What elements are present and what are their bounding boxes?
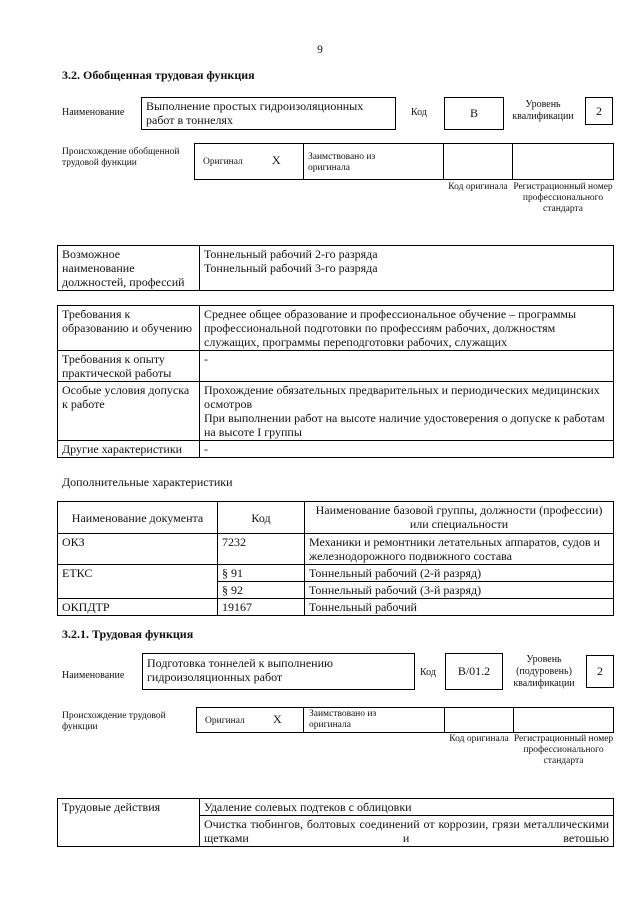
requirement-label: Другие характеристики	[58, 441, 200, 458]
requirement-value	[200, 382, 614, 441]
header-doc: Наименование документа	[58, 502, 218, 534]
code-label: Код	[411, 107, 427, 118]
requirements-table	[57, 305, 614, 458]
row-name: Тоннельный рабочий	[305, 599, 614, 616]
row-name: Тоннельный рабочий (2-й разряд)	[305, 565, 614, 582]
positions-value	[200, 246, 614, 291]
row-doc: ОКЗ	[58, 534, 218, 565]
position-item: Тоннельный рабочий 3-го разряда	[204, 261, 378, 275]
level-field	[586, 655, 614, 688]
original-mark: X	[272, 153, 281, 167]
additional-table	[57, 501, 614, 616]
row-code: § 91	[218, 565, 305, 582]
requirement-value: Среднее общее образование и профессиональное обучение – программы профессиональной подготовки по профессиям рабочих, должностям служащих, программы переподготовки рабочих, служащих	[200, 306, 614, 351]
row-code: 19167	[218, 599, 305, 616]
labor-action-item: Удаление солевых подтеков с облицовки	[200, 799, 614, 816]
origin-code-caption: Код оригинала	[449, 734, 509, 744]
divider	[443, 143, 444, 180]
row-code: 7232	[218, 534, 305, 565]
code-value: В	[469, 106, 478, 120]
level-value: 2	[597, 664, 603, 678]
original-label: Оригинал	[203, 157, 243, 167]
origin-code-caption: Код оригинала	[448, 182, 508, 192]
name-field	[141, 97, 396, 130]
subsection-heading: 3.2.1. Трудовая функция	[62, 627, 194, 641]
requirement-value: -	[200, 351, 614, 382]
level-label: Уровень (подуровень) квалификации	[513, 654, 575, 689]
labor-actions-label: Трудовые действия	[58, 799, 200, 847]
position-item: Тоннельный рабочий 2-го разряда	[204, 247, 378, 261]
original-mark: X	[273, 712, 282, 726]
level-field	[585, 97, 613, 125]
level-value: 2	[596, 104, 602, 118]
divider	[303, 143, 304, 180]
origin-label: Происхождение трудовой функции	[62, 711, 166, 732]
reg-number-caption: Регистрационный номер профессионального стандарта	[513, 734, 614, 766]
name-field	[142, 653, 415, 690]
labor-action-item: Очистка тюбингов, болтовых соединений от коррозии, грязи металлическими щетками и ветошью	[200, 816, 614, 847]
requirement-label: Требования к опыту практической работы	[58, 351, 200, 382]
level-label: Уровень квалификации	[512, 99, 574, 122]
row-name: Тоннельный рабочий (3-й разряд)	[305, 582, 614, 599]
positions-label: Возможное наименование должностей, профессий	[58, 246, 200, 291]
row-code: § 92	[218, 582, 305, 599]
divider	[303, 707, 304, 733]
row-doc: ЕТКС	[58, 565, 218, 599]
code-field	[445, 653, 503, 690]
code-value: B/01.2	[457, 664, 491, 678]
positions-table	[57, 245, 614, 291]
requirement-label: Требования к образованию и обучению	[58, 306, 200, 351]
code-label: Код	[420, 667, 436, 678]
divider	[513, 707, 514, 733]
name-value: Выполнение простых гидроизоляционных работ в тоннелях	[146, 99, 364, 127]
code-field	[444, 97, 504, 130]
requirement-label: Особые условия допуска к работе	[58, 382, 200, 441]
name-label: Наименование	[62, 670, 125, 681]
name-value: Подготовка тоннелей к выполнению гидроизоляционных работ	[147, 656, 333, 684]
row-name: Механики и ремонтники летательных аппаратов, судов и железнодорожного подвижного состава	[305, 534, 614, 565]
divider	[444, 707, 445, 733]
additional-title: Дополнительные характеристики	[62, 475, 233, 489]
header-name: Наименование базовой группы, должности (профессии) или специальности	[305, 502, 614, 534]
reg-number-caption: Регистрационный номер профессионального стандарта	[513, 182, 613, 214]
row-doc: ОКПДТР	[58, 599, 218, 616]
borrowed-label: Заимствовано из оригинала	[309, 709, 377, 730]
section-heading: 3.2. Обобщенная трудовая функция	[62, 68, 255, 82]
labor-actions-table	[57, 798, 614, 847]
requirement-value: -	[200, 441, 614, 458]
origin-label: Происхождение обобщенной трудовой функции	[62, 147, 180, 168]
page-number: 9	[317, 44, 323, 56]
name-label: Наименование	[62, 107, 125, 118]
divider	[512, 143, 513, 180]
header-code: Код	[218, 502, 305, 534]
borrowed-label: Заимствовано из оригинала	[308, 152, 376, 173]
requirement-line: Прохождение обязательных предварительных и периодических медицинских осмотров	[204, 383, 600, 411]
original-label: Оригинал	[205, 716, 245, 726]
requirement-line: При выполнении работ на высоте наличие удостоверения о допуске к работам на высоте I группы	[204, 411, 605, 439]
